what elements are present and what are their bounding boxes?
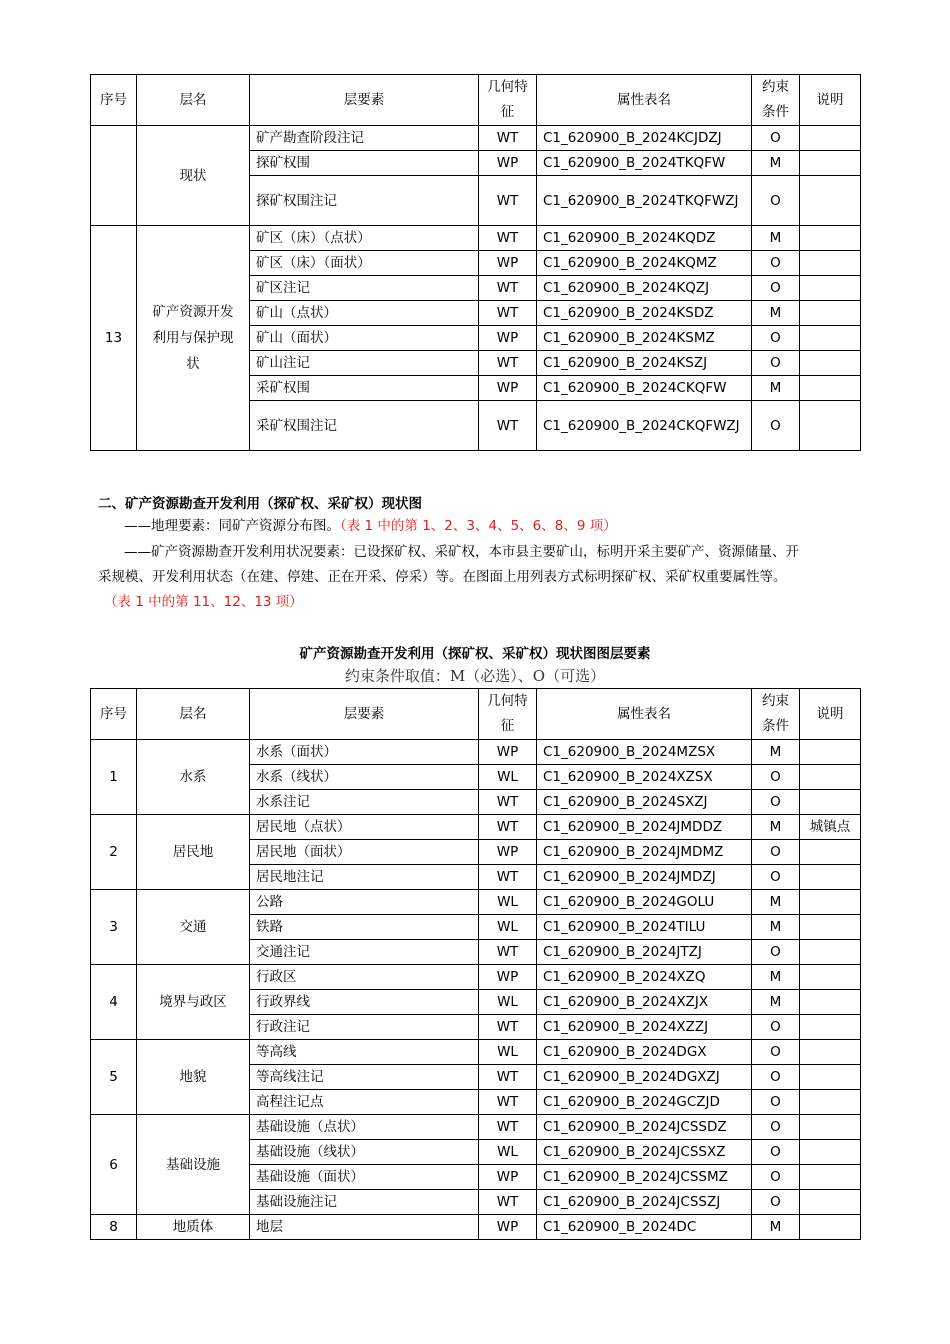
cell-cons: O [752, 276, 800, 301]
table-row [91, 126, 861, 151]
cell-elem: 基础设施（线状） [250, 1140, 479, 1165]
cell-geom: WP [479, 840, 537, 865]
cell-note [800, 990, 861, 1015]
cell-cons: O [752, 251, 800, 276]
table2-caption: 矿产资源勘查开发利用（探矿权、采矿权）现状图图层要素 [299, 646, 651, 662]
cell-cons: M [752, 1215, 800, 1240]
group-name: 地质体 [137, 1215, 250, 1240]
layer-group [91, 1040, 861, 1115]
cell-attr: C1_620900_B_2024KQDZ [537, 226, 752, 251]
group-seq: 2 [91, 815, 137, 890]
cell-note [800, 401, 861, 451]
paragraph-mining-line1: ——矿产资源勘查开发利用状况要素：已设探矿权、采矿权，本市县主要矿山，标明开采主要矿产、资源储量、开 [124, 544, 799, 560]
cell-geom: WT [479, 401, 537, 451]
cell-note [800, 376, 861, 401]
layer-group [91, 890, 861, 965]
group-name: 交通 [137, 890, 250, 965]
header-attr: 属性表名 [537, 75, 752, 126]
cell-note [800, 940, 861, 965]
cell-elem: 探矿权围 [250, 151, 479, 176]
group-seq: 4 [91, 965, 137, 1040]
cell-elem: 矿产勘查阶段注记 [250, 126, 479, 151]
table-row [91, 815, 861, 840]
cell-attr: C1_620900_B_2024DGXZJ [537, 1065, 752, 1090]
cell-elem: 铁路 [250, 915, 479, 940]
cell-elem: 行政注记 [250, 1015, 479, 1040]
cell-note [800, 251, 861, 276]
cell-note [800, 176, 861, 226]
cell-cons: M [752, 740, 800, 765]
cell-attr: C1_620900_B_2024CKQFWZJ [537, 401, 752, 451]
group-seq: 8 [91, 1215, 137, 1240]
cell-attr: C1_620900_B_2024KQMZ [537, 251, 752, 276]
header-geom: 几何特征 [479, 75, 537, 126]
cell-geom: WT [479, 176, 537, 226]
cell-geom: WP [479, 740, 537, 765]
cell-cons: O [752, 790, 800, 815]
header-layer: 层名 [137, 689, 250, 740]
cell-cons: O [752, 840, 800, 865]
cell-elem: 矿区（床）（点状） [250, 226, 479, 251]
cell-geom: WT [479, 126, 537, 151]
header-layer: 层名 [137, 75, 250, 126]
cell-attr: C1_620900_B_2024SXZJ [537, 790, 752, 815]
cell-note [800, 790, 861, 815]
cell-elem: 采矿权围 [250, 376, 479, 401]
group-xz [91, 126, 861, 226]
cell-elem: 水系（面状） [250, 740, 479, 765]
paragraph-geo [98, 513, 858, 539]
group-name: 水系 [137, 740, 250, 815]
cell-attr: C1_620900_B_2024XZZJ [537, 1015, 752, 1040]
cell-attr: C1_620900_B_2024JCSSMZ [537, 1165, 752, 1190]
header-seq: 序号 [91, 75, 137, 126]
cell-cons: O [752, 940, 800, 965]
cell-cons: M [752, 890, 800, 915]
cell-note [800, 740, 861, 765]
cell-cons: M [752, 815, 800, 840]
cell-attr: C1_620900_B_2024JMDMZ [537, 840, 752, 865]
cell-cons: O [752, 1015, 800, 1040]
group-seq: 5 [91, 1040, 137, 1115]
table-row [91, 1215, 861, 1240]
cell-note [800, 765, 861, 790]
cell-attr: C1_620900_B_2024JTZJ [537, 940, 752, 965]
cell-attr: C1_620900_B_2024XZSX [537, 765, 752, 790]
cell-note [800, 865, 861, 890]
table-row [91, 226, 861, 251]
cell-note [800, 151, 861, 176]
cell-geom: WP [479, 965, 537, 990]
cell-cons: O [752, 1040, 800, 1065]
header-seq: 序号 [91, 689, 137, 740]
group-seq [91, 126, 137, 226]
cell-elem: 行政界线 [250, 990, 479, 1015]
cell-elem: 基础设施注记 [250, 1190, 479, 1215]
cell-note [800, 1115, 861, 1140]
cell-elem: 矿山（点状） [250, 301, 479, 326]
cell-geom: WT [479, 1115, 537, 1140]
cell-cons: O [752, 1115, 800, 1140]
cell-cons: O [752, 1090, 800, 1115]
table2-subcaption: 约束条件取值：M（必选）、O（可选） [344, 667, 606, 685]
cell-attr: C1_620900_B_2024GOLU [537, 890, 752, 915]
cell-cons: O [752, 126, 800, 151]
cell-note [800, 915, 861, 940]
cell-geom: WL [479, 890, 537, 915]
cell-attr: C1_620900_B_2024JMDDZ [537, 815, 752, 840]
header-note: 说明 [800, 75, 861, 126]
section-heading: 二、矿产资源勘查开发利用（探矿权、采矿权）现状图 [98, 496, 422, 512]
cell-elem: 探矿权围注记 [250, 176, 479, 226]
cell-geom: WT [479, 1065, 537, 1090]
cell-cons: O [752, 176, 800, 226]
cell-attr: C1_620900_B_2024JCSSXZ [537, 1140, 752, 1165]
cell-attr: C1_620900_B_2024KCJDZJ [537, 126, 752, 151]
table-row [91, 740, 861, 765]
cell-note [800, 840, 861, 865]
cell-elem: 水系注记 [250, 790, 479, 815]
cell-elem: 矿区注记 [250, 276, 479, 301]
cell-geom: WT [479, 815, 537, 840]
cell-cons: M [752, 376, 800, 401]
layer-table-2 [90, 688, 861, 1240]
group-name: 地貌 [137, 1040, 250, 1115]
cell-geom: WT [479, 790, 537, 815]
header-geom: 几何特征 [479, 689, 537, 740]
cell-geom: WP [479, 251, 537, 276]
cell-elem: 高程注记点 [250, 1090, 479, 1115]
header-attr: 属性表名 [537, 689, 752, 740]
cell-attr: C1_620900_B_2024KSMZ [537, 326, 752, 351]
cell-attr: C1_620900_B_2024MZSX [537, 740, 752, 765]
cell-cons: O [752, 1140, 800, 1165]
table-row [91, 1040, 861, 1065]
cell-cons: M [752, 965, 800, 990]
cell-note [800, 1140, 861, 1165]
cell-geom: WL [479, 915, 537, 940]
group-name: 现状 [137, 126, 250, 226]
cell-elem: 等高线 [250, 1040, 479, 1065]
cell-elem: 采矿权围注记 [250, 401, 479, 451]
header-cons: 约束条件 [752, 75, 800, 126]
cell-geom: WT [479, 276, 537, 301]
cell-note [800, 351, 861, 376]
cell-geom: WT [479, 940, 537, 965]
cell-attr: C1_620900_B_2024KQZJ [537, 276, 752, 301]
layer-group [91, 1115, 861, 1215]
paragraph-mining-line2: 采规模、开发利用状态（在建、停建、正在开采、停采）等。在图面上用列表方式标明探矿权、采矿权重要属性等。 [98, 569, 787, 585]
cell-cons: O [752, 1065, 800, 1090]
cell-geom: WT [479, 1190, 537, 1215]
cell-geom: WL [479, 1140, 537, 1165]
layer-table-1 [90, 74, 861, 451]
cell-geom: WT [479, 301, 537, 326]
layer-group [91, 740, 861, 815]
cell-cons: O [752, 1165, 800, 1190]
cell-note [800, 226, 861, 251]
cell-cons: O [752, 401, 800, 451]
group-name: 基础设施 [137, 1115, 250, 1215]
cell-note [800, 1165, 861, 1190]
header-note: 说明 [800, 689, 861, 740]
cell-cons: O [752, 351, 800, 376]
cell-attr: C1_620900_B_2024TILU [537, 915, 752, 940]
cell-geom: WL [479, 765, 537, 790]
header-cons: 约束条件 [752, 689, 800, 740]
cell-elem: 地层 [250, 1215, 479, 1240]
cell-geom: WP [479, 1165, 537, 1190]
cell-geom: WL [479, 990, 537, 1015]
cell-attr: C1_620900_B_2024XZJX [537, 990, 752, 1015]
cell-note: 城镇点 [800, 815, 861, 840]
cell-cons: M [752, 151, 800, 176]
cell-note [800, 326, 861, 351]
group-seq: 3 [91, 890, 137, 965]
cell-attr: C1_620900_B_2024CKQFW [537, 376, 752, 401]
layer-group [91, 1215, 861, 1240]
cell-note [800, 1190, 861, 1215]
cell-elem: 交通注记 [250, 940, 479, 965]
cell-note [800, 1065, 861, 1090]
cell-note [800, 1090, 861, 1115]
table-row [91, 965, 861, 990]
cell-note [800, 1015, 861, 1040]
cell-elem: 基础设施（面状） [250, 1165, 479, 1190]
cell-cons: M [752, 915, 800, 940]
cell-geom: WT [479, 865, 537, 890]
cell-geom: WT [479, 1015, 537, 1040]
group-seq: 1 [91, 740, 137, 815]
cell-cons: O [752, 865, 800, 890]
group-name: 居民地 [137, 815, 250, 890]
cell-cons: O [752, 765, 800, 790]
cell-note [800, 1040, 861, 1065]
cell-elem: 居民地（点状） [250, 815, 479, 840]
cell-attr: C1_620900_B_2024TKQFW [537, 151, 752, 176]
cell-attr: C1_620900_B_2024KSDZ [537, 301, 752, 326]
cell-attr: C1_620900_B_2024XZQ [537, 965, 752, 990]
table-row [91, 1115, 861, 1140]
table-header-row [91, 75, 861, 126]
cell-elem: 矿山注记 [250, 351, 479, 376]
cell-geom: WP [479, 326, 537, 351]
cell-elem: 公路 [250, 890, 479, 915]
cell-geom: WP [479, 376, 537, 401]
cell-attr: C1_620900_B_2024JCSSZJ [537, 1190, 752, 1215]
paragraph-geo-text: ——地理要素：同矿产资源分布图。 [124, 518, 340, 534]
header-elem: 层要素 [250, 689, 479, 740]
cell-elem: 行政区 [250, 965, 479, 990]
cell-attr: C1_620900_B_2024JCSSDZ [537, 1115, 752, 1140]
cell-attr: C1_620900_B_2024KSZJ [537, 351, 752, 376]
cell-elem: 基础设施（点状） [250, 1115, 479, 1140]
paragraph-geo-ref: （表 1 中的第 1、2、3、4、5、6、8、9 项） [340, 518, 617, 534]
cell-elem: 居民地（面状） [250, 840, 479, 865]
table-row [91, 890, 861, 915]
cell-geom: WT [479, 226, 537, 251]
cell-elem: 等高线注记 [250, 1065, 479, 1090]
header-elem: 层要素 [250, 75, 479, 126]
group-name: 境界与政区 [137, 965, 250, 1040]
table-header-row [91, 689, 861, 740]
cell-cons: O [752, 326, 800, 351]
cell-cons: M [752, 301, 800, 326]
cell-note [800, 276, 861, 301]
cell-attr: C1_620900_B_2024DGX [537, 1040, 752, 1065]
group-seq: 6 [91, 1115, 137, 1215]
cell-elem: 矿山（面状） [250, 326, 479, 351]
cell-attr: C1_620900_B_2024DC [537, 1215, 752, 1240]
group-name: 矿产资源开发利用与保护现状 [137, 226, 250, 451]
cell-elem: 居民地注记 [250, 865, 479, 890]
cell-elem: 矿区（床）（面状） [250, 251, 479, 276]
cell-cons: O [752, 1190, 800, 1215]
cell-cons: M [752, 226, 800, 251]
cell-note [800, 1215, 861, 1240]
cell-note [800, 301, 861, 326]
cell-elem: 水系（线状） [250, 765, 479, 790]
cell-note [800, 126, 861, 151]
group-13 [91, 226, 861, 451]
layer-group [91, 965, 861, 1040]
group-seq: 13 [91, 226, 137, 451]
cell-cons: M [752, 990, 800, 1015]
cell-note [800, 890, 861, 915]
cell-attr: C1_620900_B_2024JMDZJ [537, 865, 752, 890]
cell-note [800, 965, 861, 990]
paragraph-mining-ref: （表 1 中的第 11、12、13 项） [104, 594, 303, 610]
cell-geom: WP [479, 151, 537, 176]
cell-geom: WT [479, 1090, 537, 1115]
cell-geom: WT [479, 351, 537, 376]
cell-geom: WL [479, 1040, 537, 1065]
cell-attr: C1_620900_B_2024GCZJD [537, 1090, 752, 1115]
cell-attr: C1_620900_B_2024TKQFWZJ [537, 176, 752, 226]
layer-group [91, 815, 861, 890]
cell-geom: WP [479, 1215, 537, 1240]
